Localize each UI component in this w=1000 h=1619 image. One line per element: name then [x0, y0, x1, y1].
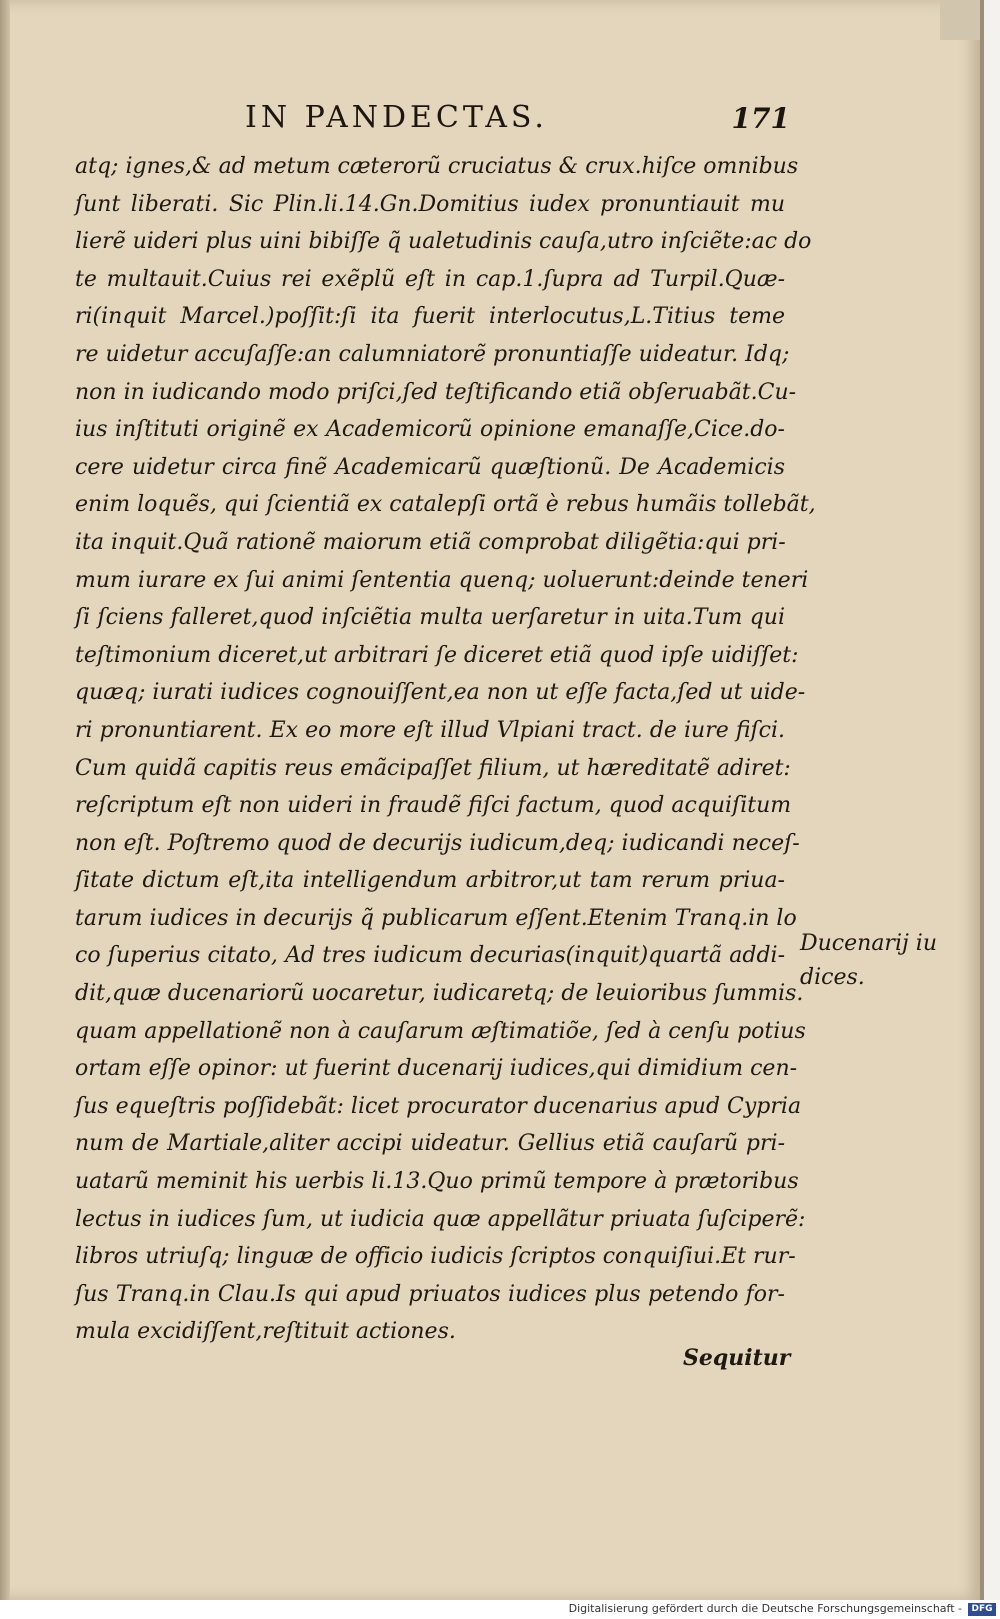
text-line: non in iudicando modo priſci,ſed teſtificando etiã obſeruabãt.Cu- — [75, 379, 797, 405]
text-line: re uidetur accuſaſſe:an calumniatorẽ pronuntiaſſe uideatur. Idq; — [75, 341, 790, 367]
text-line: ita inquit.Quã rationẽ maiorum etiã comprobat diligẽtia:qui pri- — [75, 529, 786, 555]
text-line: mum iurare ex ſui animi ſententia quenq; uoluerunt:deinde teneri — [75, 567, 809, 593]
text-line: lectus in iudices ſum, ut iudicia quæ appellãtur priuata ſuſciperẽ: — [75, 1206, 806, 1232]
text-line: ortam eſſe opinor: ut fuerint ducenarij iudices,qui dimidium cen- — [75, 1056, 798, 1082]
text-line: non eſt. Poſtremo quod de decurijs iudicum,deq; iudicandi neceſ- — [75, 830, 800, 856]
funding-credit: Digitalisierung gefördert durch die Deutsche Forschungsgemeinschaft - — [568, 1602, 962, 1615]
text-line: ri(inquit Marcel.)poſſit:ſi ita fuerit interlocutus,L.Titius teme — [75, 304, 785, 330]
text-line: cere uidetur circa finẽ Academicarũ quæſtionũ. De Academicis — [75, 454, 785, 480]
text-line: ri pronuntiarent. Ex eo more eſt illud Vlpiani tract. de iure fiſci. — [75, 717, 785, 743]
text-line: dit,quæ ducenariorũ uocaretur, iudicaretq; de leuioribus ſummis. — [75, 981, 804, 1007]
text-line: ſus Tranq.in Clau.Is qui apud priuatos iudices plus petendo for- — [75, 1281, 785, 1307]
text-line: ſi ſciens falleret,quod inſciẽtia multa uerſaretur in uita.Tum qui — [75, 605, 785, 631]
page-corner — [940, 0, 980, 40]
text-line: quæq; iurati iudices cognouiſſent,ea non ut eſſe facta,ſed ut uide- — [75, 680, 806, 706]
text-line: co ſuperius citato, Ad tres iudicum decurias(inquit)quartã addi- — [75, 943, 785, 969]
text-line-last: mula excidiſſent,reſtituit actiones. — [75, 1319, 456, 1345]
text-line: Cum quidã capitis reus emãcipaſſet filium, ut hæreditatẽ adiret: — [75, 755, 791, 781]
text-line: ſitate dictum eſt,ita intelligendum arbitror,ut tam rerum priua- — [75, 868, 785, 894]
text-line: enim loquẽs, qui ſcientiã ex catalepſi ortã è rebus humãis tollebãt, — [75, 492, 816, 518]
page-header — [70, 100, 790, 142]
dfg-logo: DFG — [968, 1603, 996, 1616]
text-line: teſtimonium diceret,ut arbitrari ſe diceret etiã quod ipſe uidiſſet: — [75, 642, 799, 668]
text-line: te multauit.Cuius rei exẽplũ eſt in cap.1.ſupra ad Turpil.Quæ- — [75, 266, 785, 292]
page-number: 171 — [731, 102, 790, 135]
text-line: atq; ignes,& ad metum cæterorũ cruciatus & crux.hiſce omnibus — [75, 154, 799, 179]
marginal-note-line: dices. — [800, 965, 865, 990]
running-head: IN PANDECTAS. — [245, 100, 548, 135]
text-line: libros utriuſq; linguæ de officio iudicis ſcriptos conquiſiui.Et rur- — [75, 1244, 796, 1270]
catchword: Sequitur — [683, 1345, 791, 1371]
page-gutter — [0, 0, 10, 1600]
text-line: lierẽ uideri plus uini bibiſſe q̃ ualetudinis cauſa,utro inſciẽte:ac do — [75, 229, 812, 255]
text-line: quam appellationẽ non à cauſarum æſtimatiõe, ſed à cenſu potius — [75, 1018, 806, 1044]
text-line: ſus equeſtris poſſidebãt: licet procurator ducenarius apud Cypria — [75, 1093, 802, 1119]
marginal-note-line: Ducenarij iu — [800, 931, 938, 956]
text-line: tarum iudices in decurijs q̃ publicarum eſſent.Etenim Tranq.in lo — [75, 905, 797, 931]
text-line: ius inſtituti originẽ ex Academicorũ opinione emanaſſe,Cice.do- — [75, 417, 785, 443]
text-line: reſcriptum eſt non uideri in fraudẽ fiſci factum, quod acquiſitum — [75, 793, 792, 819]
text-line: num de Martiale,aliter accipi uideatur. Gellius etiã cauſarũ pri- — [75, 1131, 785, 1157]
marginal-note — [800, 927, 950, 995]
text-line: uatarũ meminit his uerbis li.13.Quo primũ tempore à prætoribus — [75, 1169, 799, 1195]
text-line: ſunt liberati. Sic Plin.li.14.Gn.Domitius iudex pronuntiauit mu — [75, 191, 785, 217]
digitization-footer — [0, 1600, 1000, 1619]
main-text-block — [75, 148, 816, 1351]
